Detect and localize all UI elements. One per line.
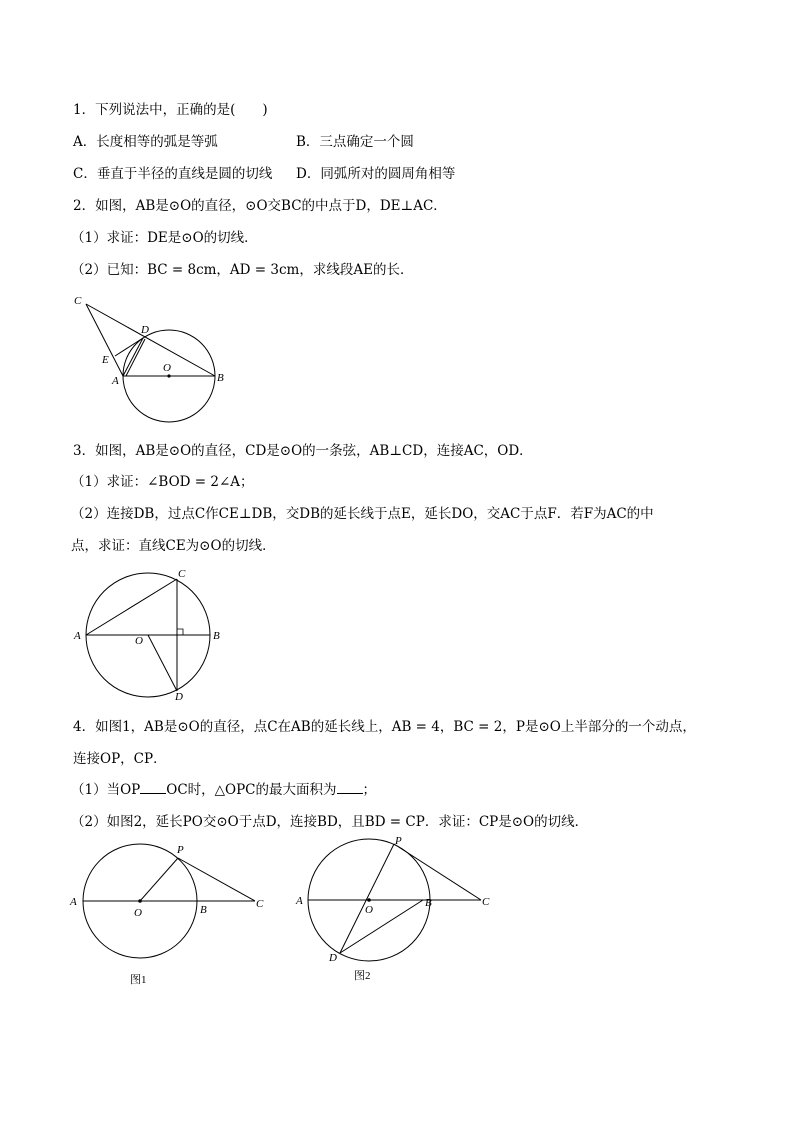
q4f1-seg-OP (140, 858, 178, 901)
q3-label-A: A (74, 630, 81, 642)
q3-label-C: C (178, 568, 186, 580)
q4-stem-line2: 连接OP，CP． (73, 751, 167, 767)
q4-figure-2 (292, 833, 502, 983)
q4f2-seg-PD (340, 844, 394, 953)
q3-seg-OD (148, 635, 177, 691)
q2-label-D: D (141, 324, 149, 336)
q4f2-seg-PC (394, 844, 481, 900)
q3-label-D: D (175, 691, 183, 703)
q1-option-d: D．同弧所对的圆周角相等 (296, 166, 456, 182)
q3-figure (66, 565, 236, 705)
q4f1-label-A: A (70, 896, 77, 908)
q3-label-B: B (213, 630, 220, 642)
q4-stem-line1: 4．如图1，AB是⊙O的直径，点C在AB的延长线上，AB = 4，BC = 2，P是⊙O上半部分的一个动点， (73, 719, 696, 735)
q2-figure (60, 290, 240, 420)
q2-label-O: O (163, 362, 171, 374)
q2-seg-AD (123, 338, 143, 376)
q4f1-label-B: B (200, 904, 207, 916)
q4-part1-b: OC时，△OPC的最大面积为 (166, 782, 337, 798)
q2-label-A: A (112, 375, 119, 387)
q4-part2: （2）如图2，延长PO交⊙O于点D，连接BD，且BD = CP．求证：CP是⊙O的切线． (71, 814, 589, 830)
q4f1-label-C: C (256, 898, 264, 910)
q2-part1: （1）求证：DE是⊙O的切线． (71, 230, 258, 246)
q4-part1 (71, 781, 376, 799)
q4f1-label-O: O (134, 907, 142, 919)
q4-part1-a: （1）当OP (71, 782, 141, 798)
q3-part2-line2: 点，求证：直线CE为⊙O的切线． (71, 538, 276, 554)
q4f2-label-A: A (296, 895, 303, 907)
q3-right-angle-mark (177, 629, 183, 635)
q3-seg-AC (86, 579, 177, 635)
q4-part1-c: ； (362, 782, 377, 798)
q4f2-center-dot (367, 898, 371, 902)
q2-part2: （2）已知：BC = 8cm，AD = 3cm，求线段AE的长． (71, 262, 414, 278)
q3-part2-line1: （2）连接DB，过点C作CE⊥DB，交DB的延长线于点E，延长DO，交AC于点F．若F为AC的中 (71, 506, 654, 522)
q4f2-label-B: B (425, 897, 432, 909)
q4f2-label-D: D (329, 952, 337, 964)
q4f2-label-O: O (365, 904, 373, 916)
q2-label-B: B (217, 372, 224, 384)
q3-part1: （1）求证：∠BOD = 2∠A； (71, 474, 254, 490)
q4f1-seg-PC (178, 858, 255, 901)
q1-option-c: C．垂直于半径的直线是圆的切线 (73, 166, 273, 182)
q4f2-label-C: C (482, 896, 490, 908)
q4-blank-2[interactable] (337, 781, 363, 794)
q4f1-center-dot (138, 899, 142, 903)
q3-label-O: O (135, 635, 143, 647)
q1-option-a: A．长度相等的弧是等弧 (73, 134, 218, 150)
q2-center-dot (167, 374, 170, 377)
q2-label-C: C (74, 295, 82, 307)
q4f1-caption: 图1 (130, 974, 147, 986)
q4f2-label-P: P (395, 835, 402, 847)
q4-blank-1[interactable] (140, 781, 166, 794)
q2-label-E: E (102, 354, 109, 366)
q1-option-b: B．三点确定一个圆 (296, 134, 414, 150)
q2-stem: 2．如图，AB是⊙O的直径，⊙O交BC的中点于D，DE⊥AC． (73, 198, 447, 214)
q1-stem: 1．下列说法中，正确的是( ) (73, 102, 268, 118)
q4f1-label-P: P (177, 844, 184, 856)
q4-figure-1 (66, 840, 276, 990)
q4f2-caption: 图2 (354, 970, 371, 982)
q3-stem: 3．如图，AB是⊙O的直径，CD是⊙O的一条弦，AB⊥CD，连接AC，OD． (73, 443, 533, 459)
